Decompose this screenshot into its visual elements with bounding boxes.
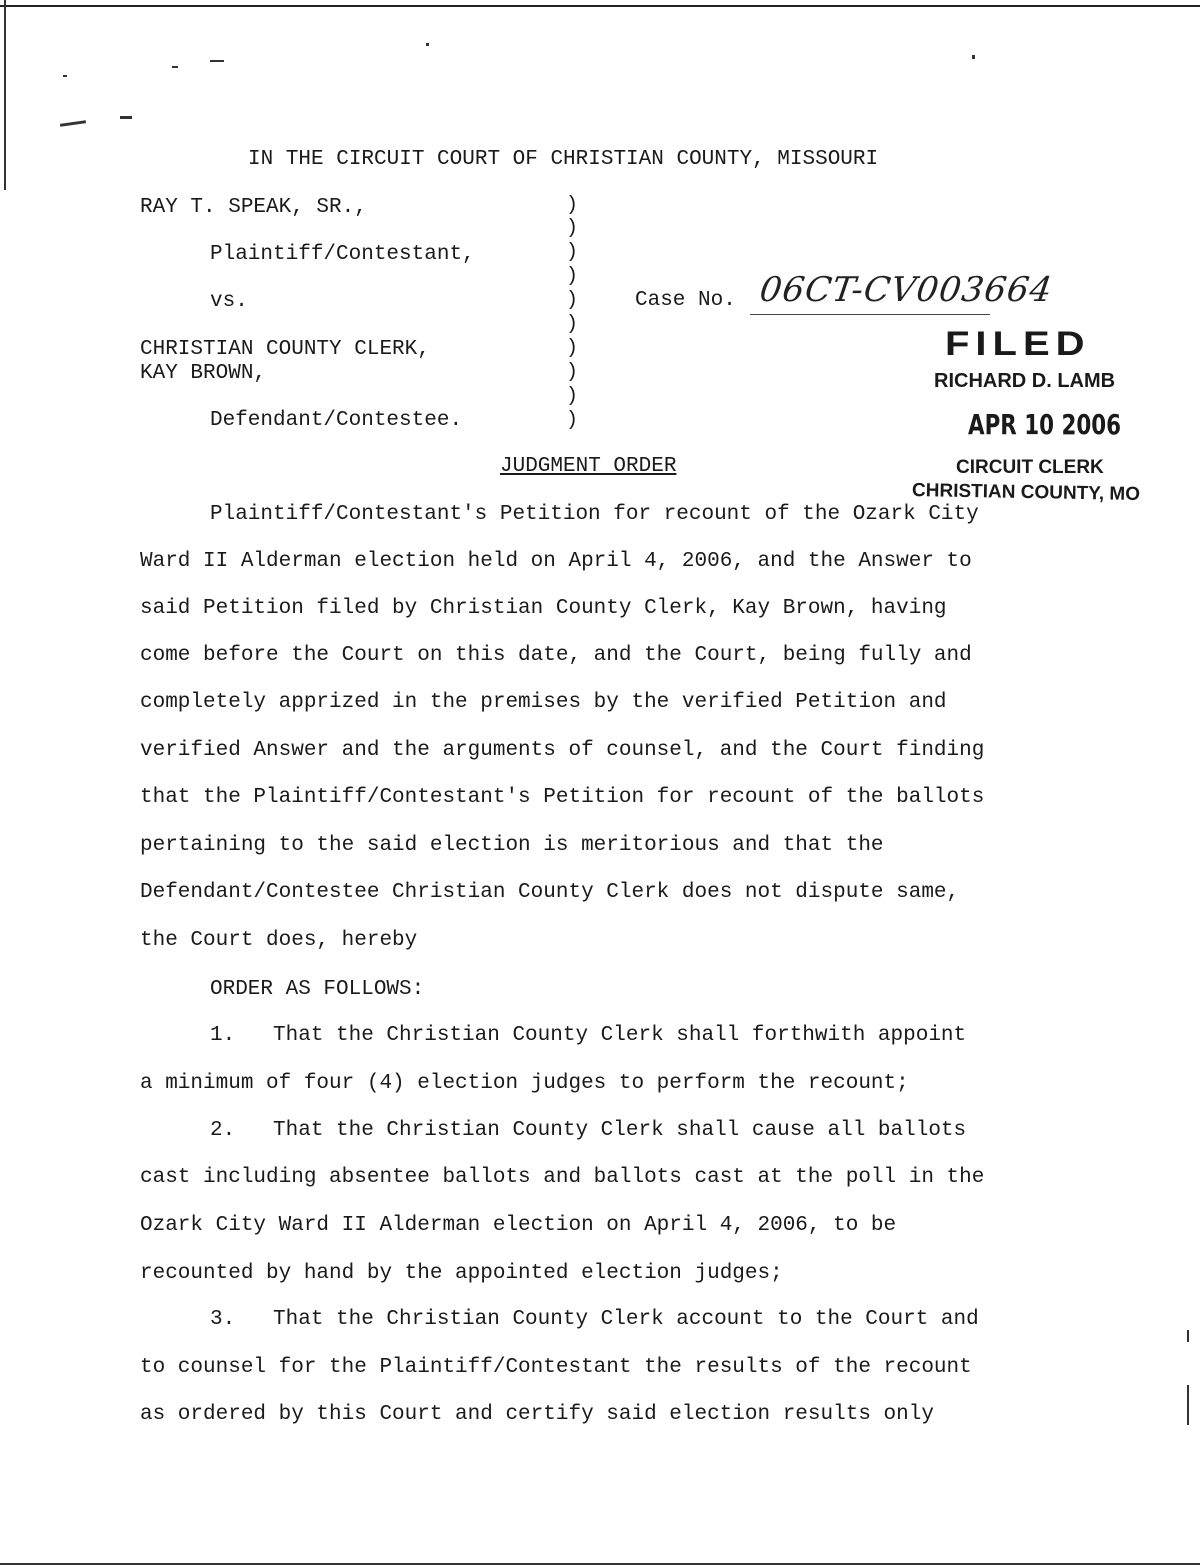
case-number-underline: [750, 314, 990, 315]
order-item-3-line: 3. That the Christian County Clerk account to the Court and: [210, 1308, 979, 1331]
caption-bracket: ): [566, 265, 579, 288]
versus-label: vs.: [210, 290, 248, 313]
scan-speck: [60, 120, 86, 127]
caption-bracket: ): [566, 194, 579, 217]
caption-bracket: ): [566, 337, 579, 360]
caption-bracket: ): [566, 241, 579, 264]
scan-edge-top: [0, 5, 1200, 7]
order-item-2-line: recounted by hand by the appointed election judges;: [140, 1262, 783, 1285]
scan-speck: [172, 66, 178, 68]
filed-stamp-clerk: RICHARD D. LAMB: [934, 370, 1116, 392]
body-line: completely apprized in the premises by the verified Petition and: [140, 691, 947, 714]
defendant-name-line2: KAY BROWN,: [140, 362, 267, 385]
scan-speck: [1187, 1330, 1189, 1342]
body-line: said Petition filed by Christian County Clerk, Kay Brown, having: [140, 597, 947, 620]
order-item-3-line: to counsel for the Plaintiff/Contestant the results of the recount: [140, 1356, 972, 1379]
scan-speck: [63, 75, 67, 77]
order-heading: ORDER AS FOLLOWS:: [210, 978, 425, 1001]
filed-stamp-date: APR 10 2006: [968, 408, 1122, 441]
defendant-role: Defendant/Contestee.: [210, 409, 463, 432]
case-number-handwritten: 06CT-CV003664: [757, 270, 1056, 310]
filed-stamp-label: FILED: [945, 325, 1091, 363]
order-item-2-line: 2. That the Christian County Clerk shall cause all ballots: [210, 1119, 967, 1142]
caption-bracket: ): [566, 409, 579, 432]
case-number-label: Case No.: [635, 289, 736, 312]
scan-speck: [210, 60, 224, 62]
order-item-1-line: 1. That the Christian County Clerk shall forthwith appoint: [210, 1024, 967, 1047]
scan-edge-bottom: [0, 1563, 1200, 1565]
scan-speck: [426, 43, 429, 46]
filed-stamp-title: CIRCUIT CLERK: [956, 457, 1104, 478]
body-line: that the Plaintiff/Contestant's Petition for recount of the ballots: [140, 786, 985, 809]
order-item-1-line: a minimum of four (4) election judges to perform the recount;: [140, 1072, 909, 1095]
body-line: pertaining to the said election is meritorious and that the: [140, 834, 884, 857]
order-item-3-line: as ordered by this Court and certify said election results only: [140, 1403, 934, 1426]
caption-bracket: ): [566, 289, 579, 312]
body-line: Defendant/Contestee Christian County Clerk does not dispute same,: [140, 881, 960, 904]
court-heading: IN THE CIRCUIT COURT OF CHRISTIAN COUNTY, MISSOURI: [248, 148, 879, 171]
scan-edge-left: [4, 0, 6, 190]
body-line: come before the Court on this date, and the Court, being fully and: [140, 644, 972, 667]
plaintiff-name: RAY T. SPEAK, SR.,: [140, 196, 367, 219]
order-item-2-line: Ozark City Ward II Alderman election on April 4, 2006, to be: [140, 1214, 897, 1237]
body-line: the Court does, hereby: [140, 929, 418, 952]
caption-bracket: ): [566, 313, 579, 336]
filed-stamp-county: CHRISTIAN COUNTY, MO: [911, 480, 1141, 505]
caption-bracket: ): [566, 385, 579, 408]
defendant-name: CHRISTIAN COUNTY CLERK,: [140, 338, 430, 361]
caption-bracket: ): [566, 217, 579, 240]
document-title: JUDGMENT ORDER: [500, 455, 677, 478]
scan-speck: [120, 116, 132, 119]
order-item-2-line: cast including absentee ballots and ballots cast at the poll in the: [140, 1166, 985, 1189]
plaintiff-role: Plaintiff/Contestant,: [210, 243, 475, 266]
body-line: Plaintiff/Contestant's Petition for recount of the Ozark City: [210, 503, 979, 526]
caption-bracket: ): [566, 361, 579, 384]
body-line: verified Answer and the arguments of counsel, and the Court finding: [140, 739, 985, 762]
body-line: Ward II Alderman election held on April 4, 2006, and the Answer to: [140, 550, 972, 573]
scan-speck: [1187, 1385, 1189, 1425]
scan-speck: [972, 55, 975, 59]
